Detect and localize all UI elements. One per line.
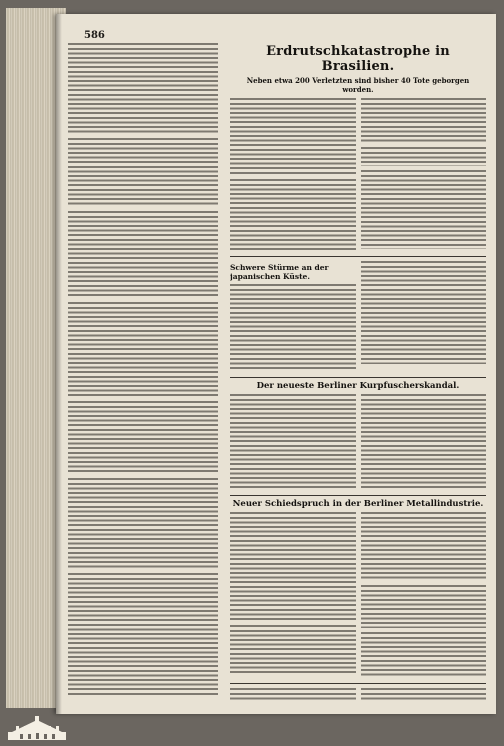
library-building-logo (6, 714, 68, 742)
text-block (68, 477, 218, 569)
text-block (68, 572, 218, 697)
text-block (68, 137, 218, 207)
text-block (361, 97, 487, 143)
binding-shadow (56, 14, 62, 714)
text-block (361, 631, 487, 677)
divider (230, 495, 486, 496)
right-column (230, 42, 486, 702)
text-block (361, 260, 487, 364)
headline-brazil: Erdrutschkatastrophe in Brasilien. (266, 44, 450, 74)
headline-metal-industry: Neuer Schiedspruch in der Berliner Metallindustrie. (232, 499, 484, 509)
text-block (230, 687, 356, 702)
text-block (361, 169, 487, 249)
subheadline-brazil: Neben etwa 200 Verletzten sind bisher 40 Tote geborgen worden. (246, 76, 470, 94)
text-block (361, 146, 487, 166)
text-block (68, 400, 218, 474)
text-block (361, 393, 487, 489)
text-block (230, 393, 356, 489)
text-block (361, 584, 487, 628)
text-block (68, 42, 218, 134)
left-column (68, 42, 218, 697)
text-block (230, 97, 356, 175)
text-block (361, 687, 487, 702)
divider (230, 377, 486, 378)
berlin-scandal-body (230, 393, 486, 492)
brazil-body (230, 97, 486, 253)
headline-japan: Schwere Stürme an der japanischen Küste. (230, 263, 329, 281)
japan-section (230, 260, 486, 374)
metal-body (230, 511, 486, 680)
headline-berlin-scandal: Der neueste Berliner Kurpfuscherskandal. (256, 381, 460, 391)
newspaper-page (56, 14, 496, 714)
text-block (230, 178, 356, 250)
divider (230, 683, 486, 684)
text-block (361, 511, 487, 581)
divider (230, 256, 486, 257)
text-block (230, 511, 356, 621)
text-block (68, 301, 218, 397)
page-number: 586 (84, 30, 105, 41)
text-block (230, 624, 356, 674)
bottom-section (230, 687, 486, 702)
text-block (230, 283, 356, 371)
text-block (68, 210, 218, 298)
